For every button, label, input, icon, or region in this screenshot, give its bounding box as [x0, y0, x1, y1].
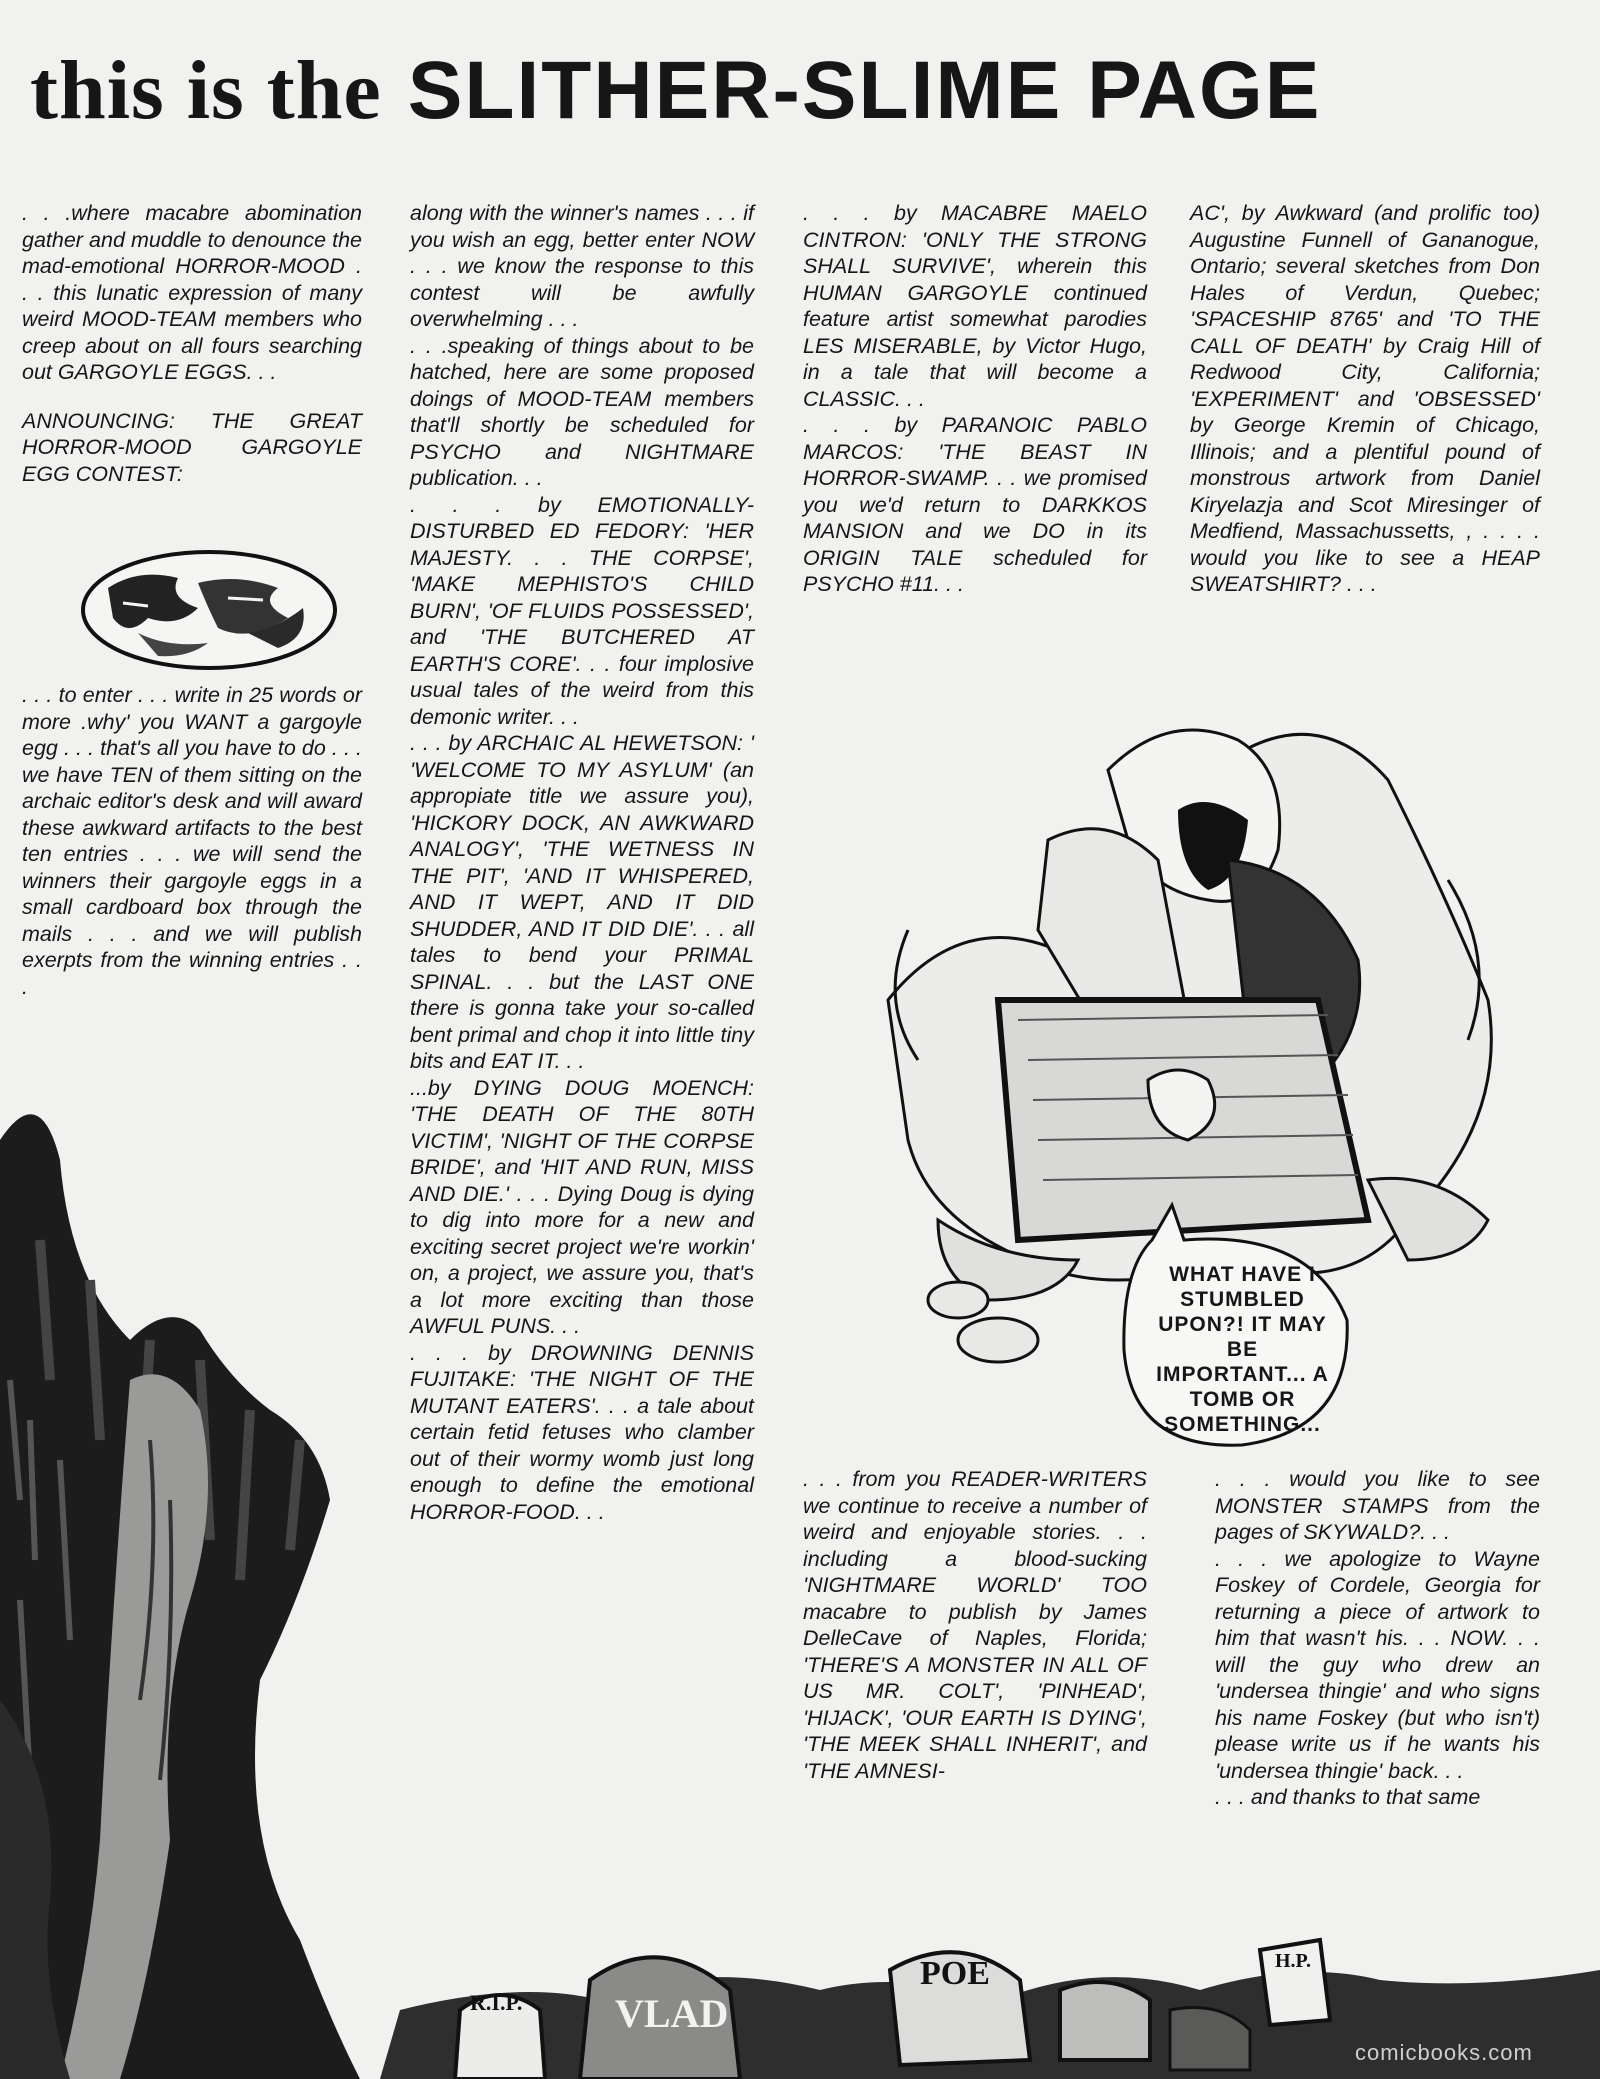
- paragraph: . . . would you like to see MONSTER STAMPS from the pages of SKYWALD?. . .: [1215, 1467, 1540, 1544]
- column-3: [803, 200, 1147, 598]
- column-5: [803, 1466, 1147, 1784]
- column-6: [1215, 1466, 1540, 1811]
- tombstone-label-poe: POE: [920, 1955, 990, 1992]
- paragraph: along with the winner's names . . . if you wish an egg, better enter NOW . . . we know the response to this contest will be awfully overwhelming . . .: [410, 201, 754, 331]
- tombstone-label-vlad: VLAD: [615, 1991, 729, 2036]
- paragraph: . . . by DROWNING DENNIS FUJITAKE: 'THE NIGHT OF THE MUTANT EATERS'. . . a tale about certain fetid fetuses who clamber out of their wormy womb just long enough to define the emotional HORROR-FOOD. . .: [410, 1340, 754, 1524]
- page-title: [30, 42, 1570, 162]
- tombstone-label-hp: H.P.: [1275, 1950, 1311, 1972]
- paragraph: . . .speaking of things about to be hatched, here are some proposed doings of MOOD-TEAM members that'll shortly be scheduled for PSYCHO and NIGHTMARE publication. . .: [410, 333, 754, 490]
- paragraph: . . . we apologize to Wayne Foskey of Cordele, Georgia for returning a piece of artwork to him that wasn't his. . . NOW. . . will the guy who drew an 'undersea thingie' and who signs his name Foskey (but who isn't) please write us if he wants his 'undersea thingie' back. . .: [1215, 1546, 1540, 1783]
- paragraph: AC', by Awkward (and prolific too) Augustine Funnell of Gananogue, Ontario; several sketches from Don Hales of Verdun, Quebec; 'SPACESHIP 8765' and 'TO THE CALL OF DEATH' by Craig Hill of Redwood City, California; 'EXPERIMENT' and 'OBSESSED' by George Kremin of Chicago, Illinois; and a plentiful pound of monstrous artwork from Daniel Kiryelazja and Scot Miresinger of Medfiend, Massachussetts, , . . . . would you like to see a HEAP SWEATSHIRT? . . .: [1190, 201, 1540, 596]
- paragraph: . . . from you READER-WRITERS we continue to receive a number of weird and enjoyable stories. . . including a blood-sucking 'NIGHTMARE WORLD' TOO macabre to publish by James DelleCave of Naples, Florida; 'THERE'S A MONSTER IN ALL OF US MR. COLT', 'PINHEAD', 'HIJACK', 'OUR EARTH IS DYING', 'THE MEEK SHALL INHERIT', and 'THE AMNESI-: [803, 1467, 1147, 1783]
- paragraph: . . . by PARANOIC PABLO MARCOS: 'THE BEAST IN HORROR-SWAMP. . . we promised you we'd return to DARKKOS MANSION and we DO in its ORIGIN TALE scheduled for PSYCHO #11. . .: [803, 413, 1147, 596]
- speech-text: WHAT HAVE I STUMBLED UPON?! IT MAY BE IMPORTANT... A TOMB OR SOMETHING...: [1156, 1263, 1329, 1436]
- paragraph: . . . and thanks to that same: [1215, 1785, 1481, 1809]
- column-4: [1190, 200, 1540, 598]
- paragraph: . . . by ARCHAIC AL HEWETSON: ' 'WELCOME TO MY ASYLUM' (an appropiate title we assure you), 'HICKORY DOCK, AN AWKWARD ANALOGY', 'THE WETNESS IN THE PIT', 'AND IT WHISPERED, AND IT WEPT, AND IT DID SHUDDER, AND IT DID DIE'. . . all tales to bend your PRIMAL SPINAL. . . but the LAST ONE there is gonna take your so-called bent primal and chop it into little tiny bits and EAT IT. . .: [410, 731, 754, 1073]
- paragraph: . . .where macabre abomination gather and muddle to denounce the mad-emotional HORROR-MOOD . . . this lunatic expression of many weird MOOD-TEAM members who creep about on all fours searching out GARGOYLE EGGS. . .: [22, 201, 362, 384]
- contest-announcement: ANNOUNCING: THE GREAT HORROR-MOOD GARGOYLE EGG CONTEST:: [22, 408, 362, 486]
- paragraph: . . . to enter . . . write in 25 words or more .why' you WANT a gargoyle egg . . . that's all you have to do . . . we have TEN of them sitting on the archaic editor's desk and will award these awkward artifacts to the best ten entries . . . we will send the winners their gargoyle eggs in a small cardboard box through the mails . . . and we will publish exerpts from the winning entries . . .: [22, 683, 362, 999]
- column-1-continued: [22, 682, 362, 1000]
- watermark: comicbooks.com: [1355, 2040, 1533, 2065]
- tombstone-label-rip: R.I.P.: [470, 1990, 523, 2015]
- title-prefix: this is the: [30, 44, 382, 137]
- gargoyle-egg-illustration: [78, 548, 340, 673]
- paragraph: . . . by EMOTIONALLY-DISTURBED ED FEDORY: 'HER MAJESTY. . . THE CORPSE', 'MAKE MEPHISTO'S CHILD BURN', 'OF FLUIDS POSSESSED', and 'THE BUTCHERED AT EARTH'S CORE'. . . four implosive usual tales of the weird from this demonic writer. . .: [410, 492, 754, 729]
- paragraph: . . . by MACABRE MAELO CINTRON: 'ONLY THE STRONG SHALL SURVIVE', wherein this HUMAN GARGOYLE continued feature artist somewhat parodies LES MISERABLE, by Victor Hugo, in a tale that will become a CLASSIC. . .: [803, 201, 1147, 411]
- column-2: [410, 200, 754, 1525]
- column-1: [22, 200, 362, 487]
- title-main: SLITHER-SLIME PAGE: [407, 44, 1322, 136]
- paragraph: ...by DYING DOUG MOENCH: 'THE DEATH OF THE 80TH VICTIM', 'NIGHT OF THE CORPSE BRIDE', and 'HIT AND RUN, MISS AND DIE.' . . . Dying Doug is dying to dig into more for a new and exciting secret project we're workin' on, a project, we assure you, that's a lot more exciting than those AWFUL PUNS. . .: [410, 1075, 754, 1338]
